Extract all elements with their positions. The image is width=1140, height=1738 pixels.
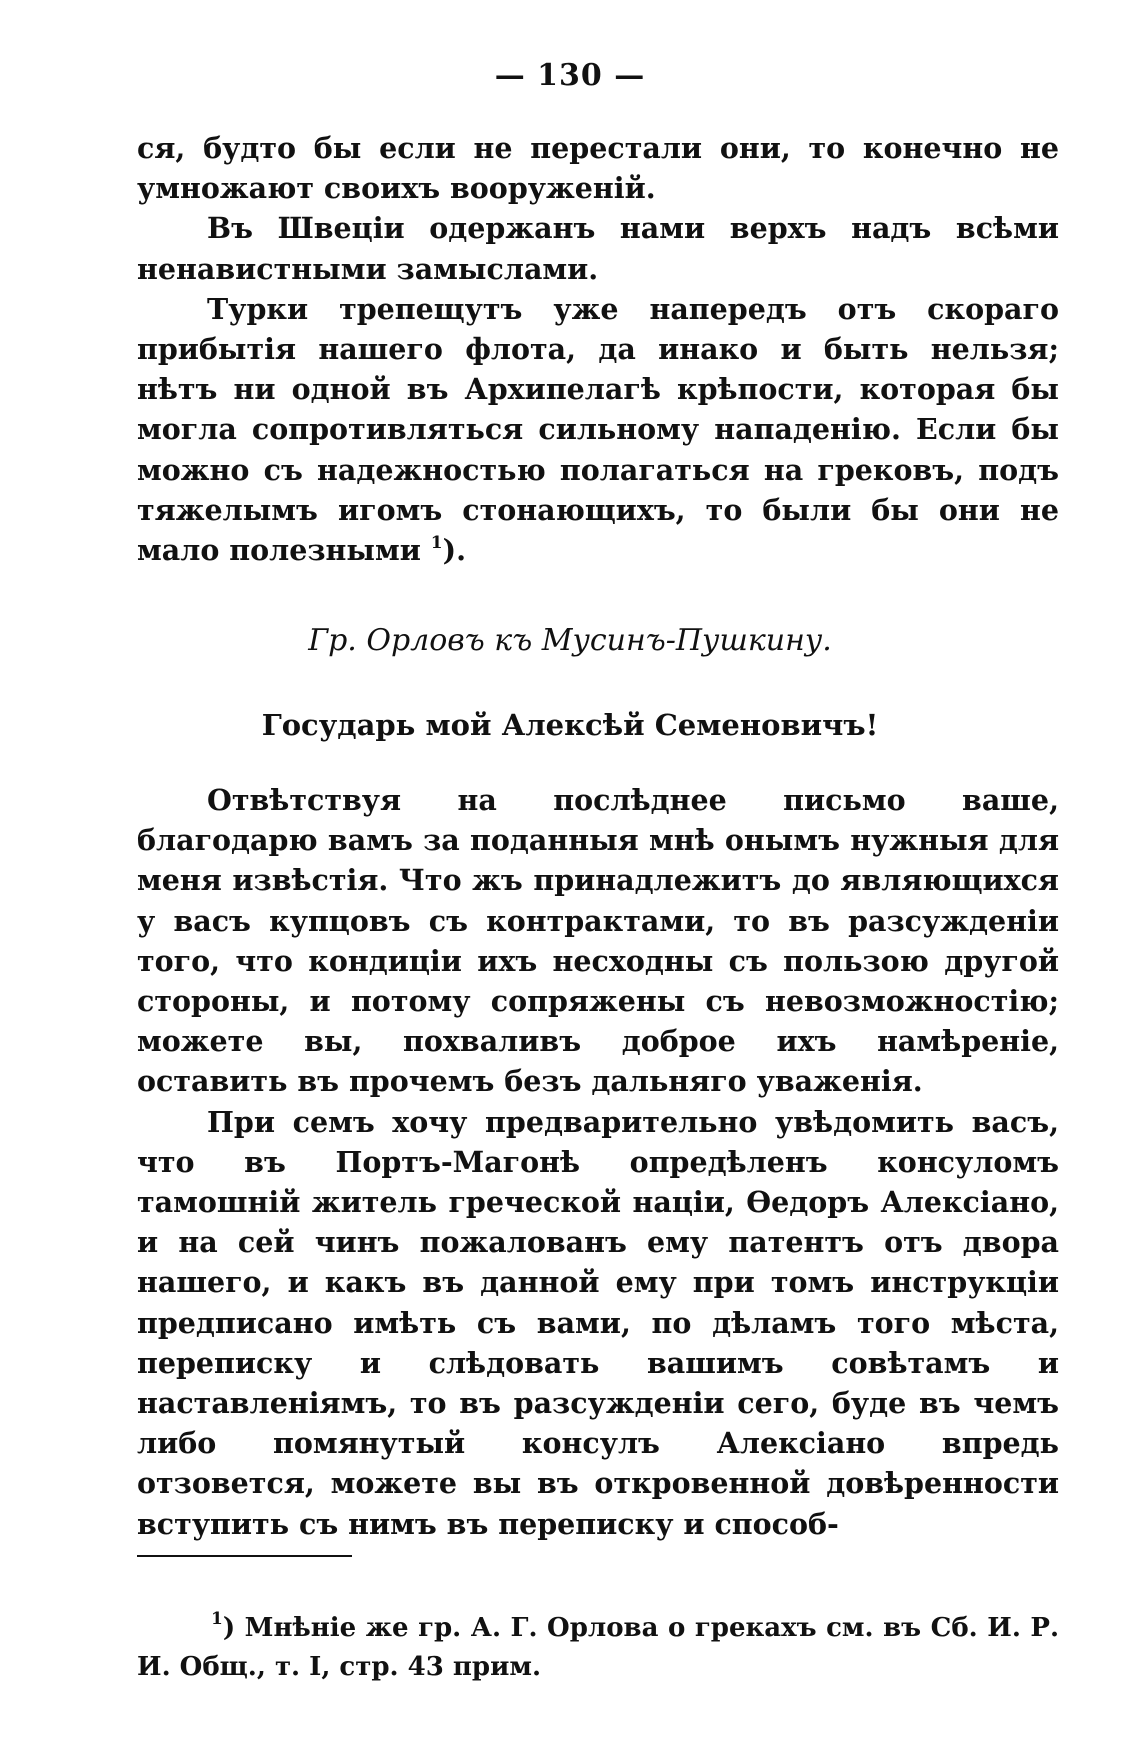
paragraph-sweden: Въ Швеціи одержанъ нами верхъ надъ всѣми ненавистными замыслами. [137, 211, 1059, 286]
letter-paragraph-2: При семъ хочу предварительно увѣдомить васъ, что въ Портъ-Магонѣ опредѣленъ консуломъ тамошній житель греческой націи, Ѳедоръ Алексіано, и на сей чинъ пожалованъ ему патентъ отъ двора нашего, и какъ въ данной ему при томъ инструкціи предписано имѣть съ вами, по дѣламъ того мѣста, переписку и слѣдовать вашимъ совѣтамъ и наставленіямъ, то въ разсужденіи сего, буде въ чемъ либо помянутый консулъ Алексіано впредь отзовется, можете вы въ откровенной довѣренности вступить съ нимъ въ переписку и способ- [137, 1104, 1059, 1541]
footnote-reference: 1 [430, 533, 443, 554]
paragraph-continuation: ся, будто бы если не перестали они, то конечно не умножают своихъ вооруженій. [137, 131, 1059, 206]
paragraph-turks [137, 289, 1059, 570]
paragraph-turks-text: Турки трепещутъ уже напередъ отъ скораго прибытія нашего флота, да инако и быть нельзя; нѣтъ ни одной въ Архипелагѣ крѣпости, которая бы могла сопротивляться сильному нападенію. Если бы можно съ надежностью полагаться на грековъ, подъ тяжелымъ игомъ стонающихъ, то были бы они не мало полезными [137, 291, 1059, 568]
letter-text-block [137, 780, 1059, 1544]
footnote [137, 1609, 1059, 1687]
top-text-block [137, 128, 1059, 570]
footnote-marker: 1 [211, 1609, 223, 1629]
letter-address-heading: Гр. Орловъ къ Мусинъ-Пушкину. [308, 623, 832, 658]
letter-paragraph-1: Отвѣтствуя на послѣднее письмо ваше, благодарю вамъ за поданныя мнѣ онымъ нужныя для меня извѣстія. Что жъ принадлежитъ до являющихся у васъ купцовъ съ контрактами, то въ разсужденіи того, что кондиціи ихъ несходны съ пользою другой стороны, и потому сопряжены съ невозможностію; можете вы, похваливъ доброе ихъ намѣреніе, оставить въ прочемъ безъ дальняго уваженія. [137, 783, 1059, 1099]
footnote-divider [137, 1555, 352, 1557]
letter-salutation: Государь мой Алексѣй Семеновичъ! [261, 708, 879, 742]
page-number: — 130 — [494, 58, 646, 93]
footnote-marker-close: ) [222, 1613, 236, 1643]
paragraph-turks-closing: ). [442, 533, 467, 568]
footnote-text: Мнѣніе же гр. А. Г. Орлова о грекахъ см. въ Сб. И. Р. И. Общ., т. I, стр. 43 прим. [137, 1613, 1059, 1682]
